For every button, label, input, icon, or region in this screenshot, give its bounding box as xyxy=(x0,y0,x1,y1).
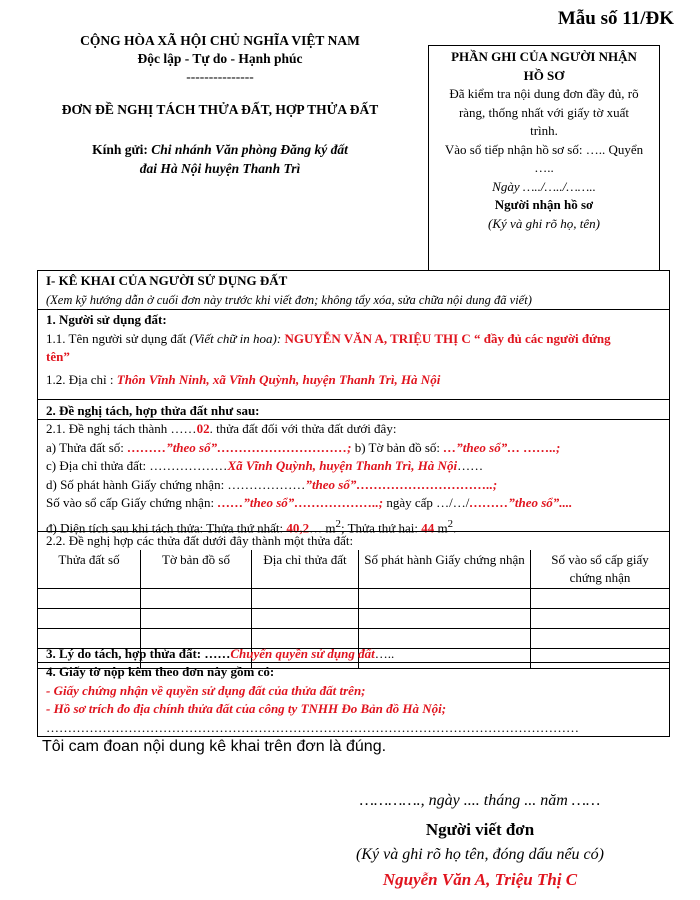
section4 xyxy=(38,663,669,737)
declaration-box xyxy=(37,270,670,737)
area2-unit: m xyxy=(434,519,448,535)
attachment-dots: …………………………………………………………………………………………………………… xyxy=(46,719,579,735)
area-mid: ; Thửa thứ hai: xyxy=(340,519,422,535)
signer-label: Người viết đơn xyxy=(425,820,535,839)
area1-unit: … m xyxy=(309,519,336,535)
column-header: Tờ bản đồ số xyxy=(141,550,252,589)
cert-value: ”theo sổ”…………………………..; xyxy=(305,476,498,492)
table-cell[interactable] xyxy=(141,589,252,609)
attachments-heading: 4. Giấy tờ nộp kèm theo đơn này gồm có: xyxy=(46,664,275,679)
receiver-title: PHẦN GHI CỦA NGƯỜI NHẬN xyxy=(451,49,637,64)
name-hint: (Viết chữ in hoa): xyxy=(189,330,285,346)
section2 xyxy=(38,402,669,421)
table-header-row xyxy=(38,550,669,589)
signer-name: Nguyễn Văn A, Triệu Thị C xyxy=(382,870,578,889)
receiver-date: Ngày …../…../…….. xyxy=(492,178,596,194)
column-header: Số vào sổ cấp giấy chứng nhận xyxy=(531,550,670,589)
area-label: đ) Diện tích sau khi tách thửa: Thửa thứ nhất: xyxy=(46,519,287,535)
receiver-line1: Đã kiểm tra nội dung đơn đầy đủ, rõ xyxy=(449,86,639,101)
name-value: NGUYỄN VĂN A, TRIỆU THỊ C “ đầy đủ các người đứng xyxy=(284,330,611,346)
receiver-line3: trình. xyxy=(530,123,558,138)
signature-block xyxy=(300,788,660,892)
divider xyxy=(38,309,669,310)
split-count: 02 xyxy=(196,421,210,436)
table-cell[interactable] xyxy=(38,589,141,609)
location-value: Xã Vĩnh Quỳnh, huyện Thanh Trì, Hà Nội xyxy=(227,458,458,473)
register-label: Số vào sổ cấp Giấy chứng nhận: xyxy=(46,495,218,510)
section1-heading: I- KÊ KHAI CỦA NGƯỜI SỬ DỤNG ĐẤT xyxy=(46,273,288,288)
area1-value: 40,2 xyxy=(286,519,310,535)
section2-heading: 2. Đề nghị tách, hợp thửa đất như sau: xyxy=(46,403,260,418)
attachment-item: - Hồ sơ trích đo địa chính thửa đất của công ty TNHH Đo Bản đồ Hà Nội; xyxy=(46,701,447,716)
location-label: c) Địa chỉ thửa đất: ……………… xyxy=(46,458,228,473)
attachment-item: - Giấy chứng nhận về quyền sử dụng đất của thửa đất trên; xyxy=(46,682,366,698)
section2-merge xyxy=(38,532,669,551)
section2-split: 2.1. Đề nghị tách thành ……02. thửa đất đối với thửa đất dưới đây: a) Thửa đất số: ………”theo sổ”…………………………; b) Tờ bản đồ số: …”theo sổ”… ……..; c) Địa chỉ thửa đất: ………………Xã Vĩnh Quỳnh, huyện Thanh Trì, Hà Nội…… d) Số phát hành Giấy chứng nhận: ………………”theo sổ”…………………………..; Số vào sổ cấp Giấy chứng nhận: ……”theo sổ”………………..; ngày cấp …/…/………”theo sổ”.... đ) Diện tích sau khi tách thửa: Thửa thứ nhất: 40,2… $m^2$; Thửa thứ hai: 44 $m^2$. xyxy=(46,421,573,535)
commitment-statement: Tôi cam đoan nội dung kê khai trên đơn là đúng. xyxy=(42,738,387,755)
section1-header xyxy=(38,272,669,309)
signature-note: (Ký và ghi rõ họ tên, đóng dấu nếu có) xyxy=(356,846,604,863)
table-cell[interactable] xyxy=(359,589,531,609)
table-row xyxy=(38,589,669,609)
recipient-line2: đai Hà Nội huyện Thanh Trì xyxy=(139,161,301,176)
document-title: ĐƠN ĐỀ NGHỊ TÁCH THỬA ĐẤT, HỢP THỬA ĐẤT xyxy=(61,102,379,117)
area2-sup: 2 xyxy=(447,517,454,530)
issue-label: ngày cấp …/…/ xyxy=(383,495,470,510)
national-motto: Độc lập - Tự do - Hạnh phúc xyxy=(137,51,303,66)
receiver-label: Người nhận hồ sơ xyxy=(494,197,594,212)
area2-value: 44 xyxy=(421,519,435,535)
reason-label: 3. Lý do tách, hợp thửa đất: …… xyxy=(46,646,231,661)
receiver-line4: Vào sổ tiếp nhận hồ sơ số: ….. Quyển xyxy=(444,141,644,157)
recipient-label: Kính gửi: xyxy=(92,142,148,157)
column-header: Số phát hành Giấy chứng nhận xyxy=(359,550,531,589)
table-cell[interactable] xyxy=(38,609,141,629)
map-label: b) Tờ bản đồ số: xyxy=(351,439,444,455)
section1-note: (Xem kỹ hướng dẫn ở cuối đơn này trước khi viết đơn; không tẩy xóa, sửa chữa nội dung đã viết) xyxy=(46,292,532,307)
area1-sup: 2 xyxy=(335,517,341,530)
form-number: Mẫu số 11/ĐK xyxy=(557,8,674,29)
parcel-value: ………”theo sổ”…………………………; xyxy=(127,439,352,455)
country-name: CỘNG HÒA XÃ HỘI CHỦ NGHĨA VIỆT NAM xyxy=(80,33,360,48)
reason-tail: ….. xyxy=(374,646,395,661)
header-divider: --------------- xyxy=(186,69,254,84)
column-header: Thửa đất số xyxy=(38,550,141,589)
receiver-line2: ràng, thống nhất với giấy tờ xuất xyxy=(458,104,630,120)
table-cell[interactable] xyxy=(252,609,359,629)
reason-value: Chuyển quyền sử dụng đất xyxy=(230,646,375,661)
table-cell[interactable] xyxy=(531,609,670,629)
user-heading: 1. Người sử dụng đất: xyxy=(46,312,167,327)
address-value: Thôn Vĩnh Ninh, xã Vĩnh Quỳnh, huyện Thanh Trì, Hà Nội xyxy=(116,371,441,387)
table-cell[interactable] xyxy=(252,589,359,609)
name-value-cont: tên” xyxy=(46,349,70,364)
table-cell[interactable] xyxy=(141,609,252,629)
cert-label: d) Số phát hành Giấy chứng nhận: ……………… xyxy=(46,476,306,492)
signature-date: …………., ngày .... tháng ... năm …… xyxy=(359,792,601,809)
national-header xyxy=(30,32,410,86)
table-row xyxy=(38,609,669,629)
receiver-title-2: HỒ SƠ xyxy=(523,67,565,83)
recipient-line1: Chi nhánh Văn phòng Đăng ký đất xyxy=(151,142,348,157)
section1-user xyxy=(38,311,669,389)
recipient-block xyxy=(70,140,370,178)
receiver-sign-note: (Ký và ghi rõ họ, tên) xyxy=(488,215,600,231)
name-label: 1.1. Tên người sử dụng đất xyxy=(46,330,190,346)
merge-heading: 2.2. Đề nghị hợp các thửa đất dưới đây thành một thửa đất: xyxy=(46,533,354,548)
table-cell[interactable] xyxy=(531,589,670,609)
divider xyxy=(38,399,669,400)
table-cell[interactable] xyxy=(359,609,531,629)
column-header: Địa chỉ thửa đất xyxy=(252,550,359,589)
section3 xyxy=(38,645,669,664)
map-value: …”theo sổ”… ……..; xyxy=(443,439,561,455)
location-tail: …… xyxy=(457,458,484,473)
register-value: ……”theo sổ”………………..; xyxy=(217,495,384,510)
address-label: 1.2. Địa chỉ : xyxy=(46,371,117,387)
split-suffix: . thửa đất đối với thửa đất dưới đây: xyxy=(209,421,397,436)
receiver-line5: ….. xyxy=(534,160,554,175)
parcel-label: a) Thửa đất số: xyxy=(46,439,128,455)
issue-value: ………”theo sổ”.... xyxy=(469,495,573,510)
split-prefix: 2.1. Đề nghị tách thành …… xyxy=(46,421,197,436)
receiver-box xyxy=(428,45,660,270)
